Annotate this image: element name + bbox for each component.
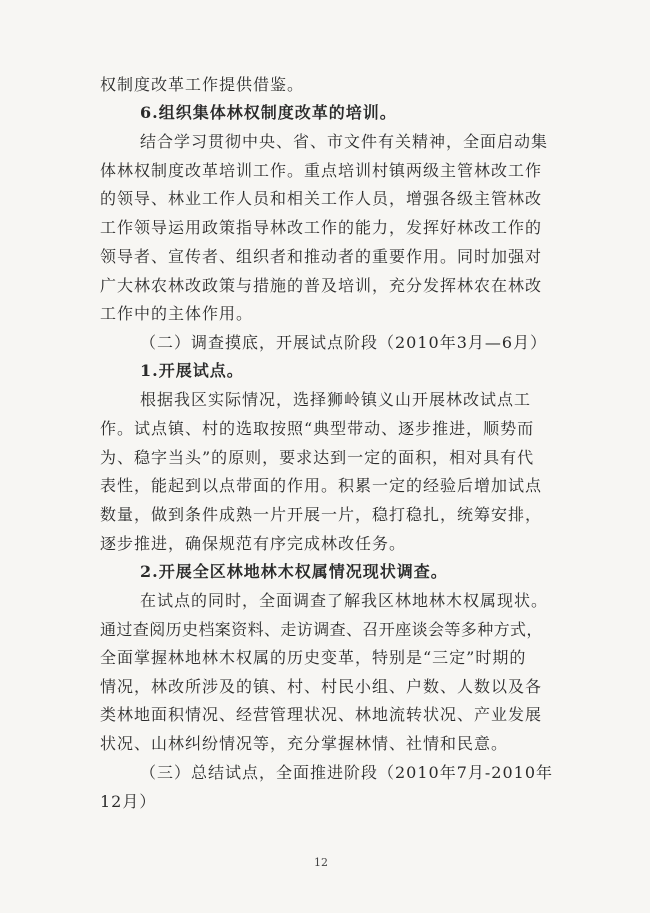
text-line: 结合学习贯彻中央、省、市文件有关精神，全面启动集	[140, 132, 549, 151]
text-line: 根据我区实际情况，选择狮岭镇义山开展林改试点工	[140, 390, 532, 409]
text-line: 权制度改革工作提供借鉴。	[100, 75, 305, 94]
text-line: 逐步推进，确保规范有序完成林改任务。	[100, 534, 407, 553]
text-line: 情况，林改所涉及的镇、村、村民小组、户数、人数以及各	[100, 677, 543, 696]
section-heading: 1.开展试点。	[140, 361, 244, 380]
text-line: 状况、山林纠纷情况等，充分掌握林情、社情和民意。	[100, 734, 509, 753]
section-heading: 2.开展全区林地林木权属情况现状调查。	[140, 562, 448, 581]
text-line: 在试点的同时，全面调查了解我区林地林木权属现状。	[140, 591, 549, 610]
text-line: 领导者、宣传者、组织者和推动者的重要作用。同时加强对	[100, 247, 543, 266]
text-line: 为、稳字当头”的原则，要求达到一定的面积，相对具有代	[100, 448, 535, 467]
text-line: 全面掌握林地林木权属的历史变革，特别是“三定”时期的	[100, 648, 527, 667]
text-line: 通过查阅历史档案资料、走访调查、召开座谈会等多种方式，	[100, 620, 543, 639]
section-heading: 6.组织集体林权制度改革的培训。	[140, 103, 397, 122]
text-line: 体林权制度改革培训工作。重点培训村镇两级主管林改工作	[100, 161, 543, 180]
text-line: 工作中的主体作用。	[100, 304, 254, 323]
text-line: 12月）	[100, 792, 157, 811]
text-line: 表性，能起到以点带面的作用。积累一定的经验后增加试点	[100, 476, 543, 495]
phase-heading: （三）总结试点，全面推进阶段（2010年7月-2010年	[140, 763, 554, 782]
phase-heading: （二）调查摸底，开展试点阶段（2010年3月—6月）	[140, 333, 548, 352]
page-number: 12	[314, 856, 328, 869]
text-line: 工作领导运用政策指导林改工作的能力，发挥好林改工作的	[100, 218, 543, 237]
text-line: 的领导、林业工作人员和相关工作人员，增强各级主管林改	[100, 189, 543, 208]
text-line: 广大林农林改政策与措施的普及培训，充分发挥林农在林改	[100, 276, 543, 295]
text-line: 数量，做到条件成熟一片开展一片，稳打稳扎，统筹安排，	[100, 505, 543, 524]
text-line: 类林地面积情况、经营管理状况、林地流转状况、产业发展	[100, 705, 543, 724]
text-line: 作。试点镇、村的选取按照“典型带动、逐步推进，顺势而	[100, 419, 535, 438]
